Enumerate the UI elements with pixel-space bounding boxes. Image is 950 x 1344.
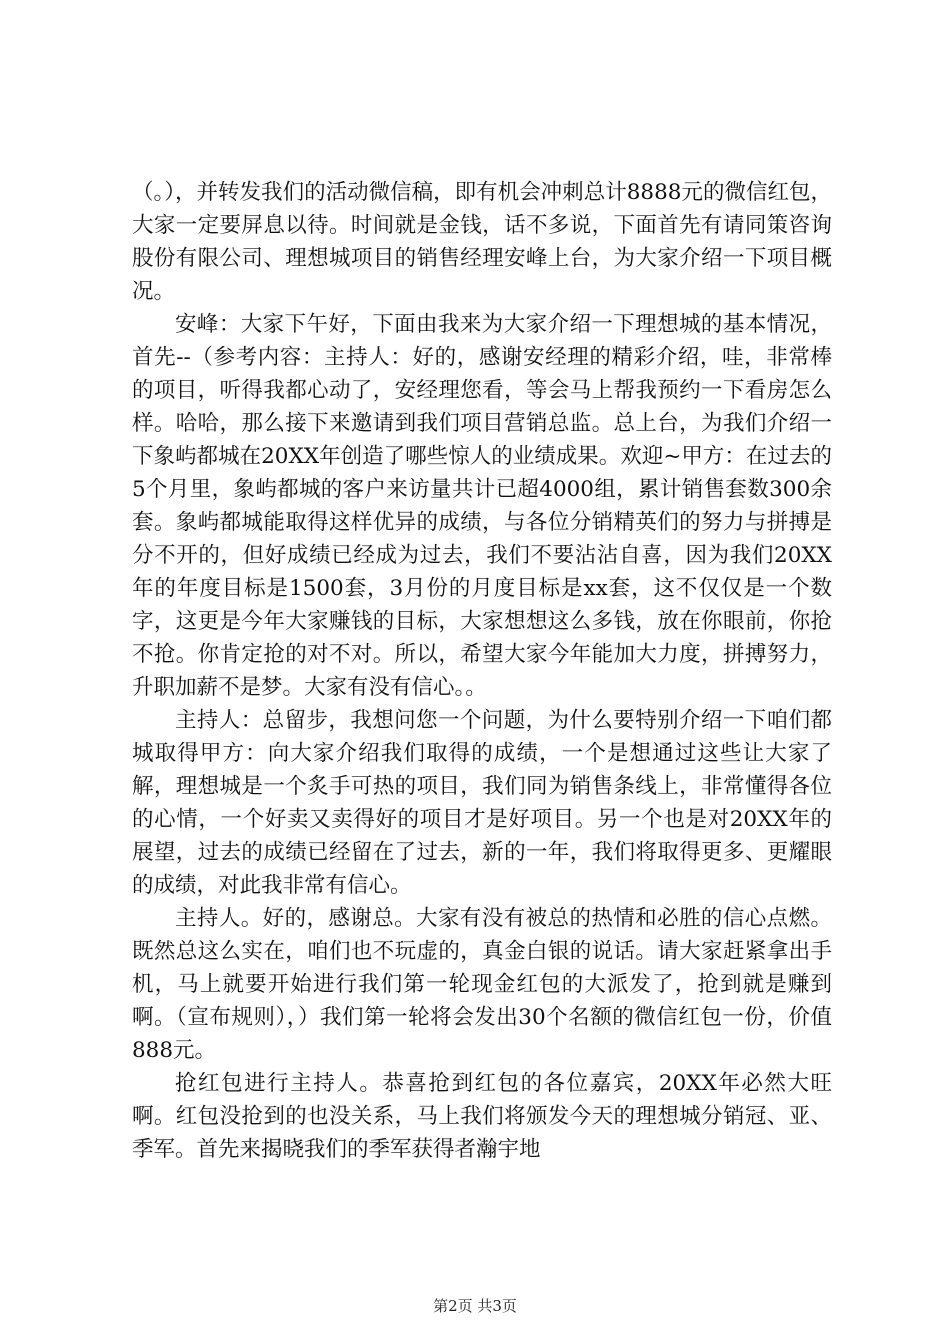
paragraph-host-red-packet: 主持人。好的，感谢总。大家有没有被总的热情和必胜的信心点燃。既然总这么实在，咱们也不玩虚的，真金白银的说话。请大家赶紧拿出手机，马上就要开始进行我们第一轮现金红包的大派发了，抢到就是赚到啊。（宣布规则），）我们第一轮将会发出30个名额的微信红包一份，价值888元。 xyxy=(132,906,832,1063)
paragraph-red-packet-awards: 抢红包进行主持人。恭喜抢到红包的各位嘉宾，20XX年必然大旺啊。红包没抢到的也没关系，马上我们将颁发今天的理想城分销冠、亚、季军。首先来揭晓我们的季军获得者瀚宇地 xyxy=(132,1071,832,1162)
paragraph-anfeng-intro: 安峰：大家下午好，下面由我来为大家介绍一下理想城的基本情况，首先--（参考内容：主持人：好的，感谢安经理的精彩介绍，哇，非常棒的项目，听得我都心动了，安经理您看，等会马上帮我预约一下看房怎么样。哈哈，那么接下来邀请到我们项目营销总监。总上台，为我们介绍一下象屿都城在20XX年创造了哪些惊人的业绩成果。欢迎~甲方：在过去的5个月里，象屿都城的客户来访量共计已超4000组，累计销售套数300余套。象屿都城能取得这样优异的成绩，与各位分销精英们的努力与拼搏是分不开的，但好成绩已经成为过去，我们不要沾沾自喜，因为我们20XX年的年度目标是1500套，3月份的月度目标是xx套，这不仅仅是一个数字，这更是今年大家赚钱的目标，大家想想这么多钱，放在你眼前，你抢不抢。你肯定抢的对不对。所以，希望大家今年能加大力度，拼搏努力，升职加薪不是梦。大家有没有信心。。 xyxy=(132,312,832,700)
paragraph-continuation: （。），并转发我们的活动微信稿，即有机会冲刺总计8888元的微信红包，大家一定要屏息以待。时间就是金钱，话不多说，下面首先有请同策咨询股份有限公司、理想城项目的销售经理安峰上台，为大家介绍一下项目概况。 xyxy=(132,180,832,304)
page-footer: 第2页 共3页 xyxy=(433,1297,517,1315)
document-body xyxy=(132,176,832,1166)
paragraph-host-question: 主持人：总留步，我想问您一个问题，为什么要特别介绍一下咱们都城取得甲方：向大家介绍我们取得的成绩，一个是想通过这些让大家了解，理想城是一个炙手可热的项目，我们同为销售条线上，非常懂得各位的心情，一个好卖又卖得好的项目才是好项目。另一个也是对20XX年的展望，过去的成绩已经留在了过去，新的一年，我们将取得更多、更耀眼的成绩，对此我非常有信心。 xyxy=(132,708,832,898)
